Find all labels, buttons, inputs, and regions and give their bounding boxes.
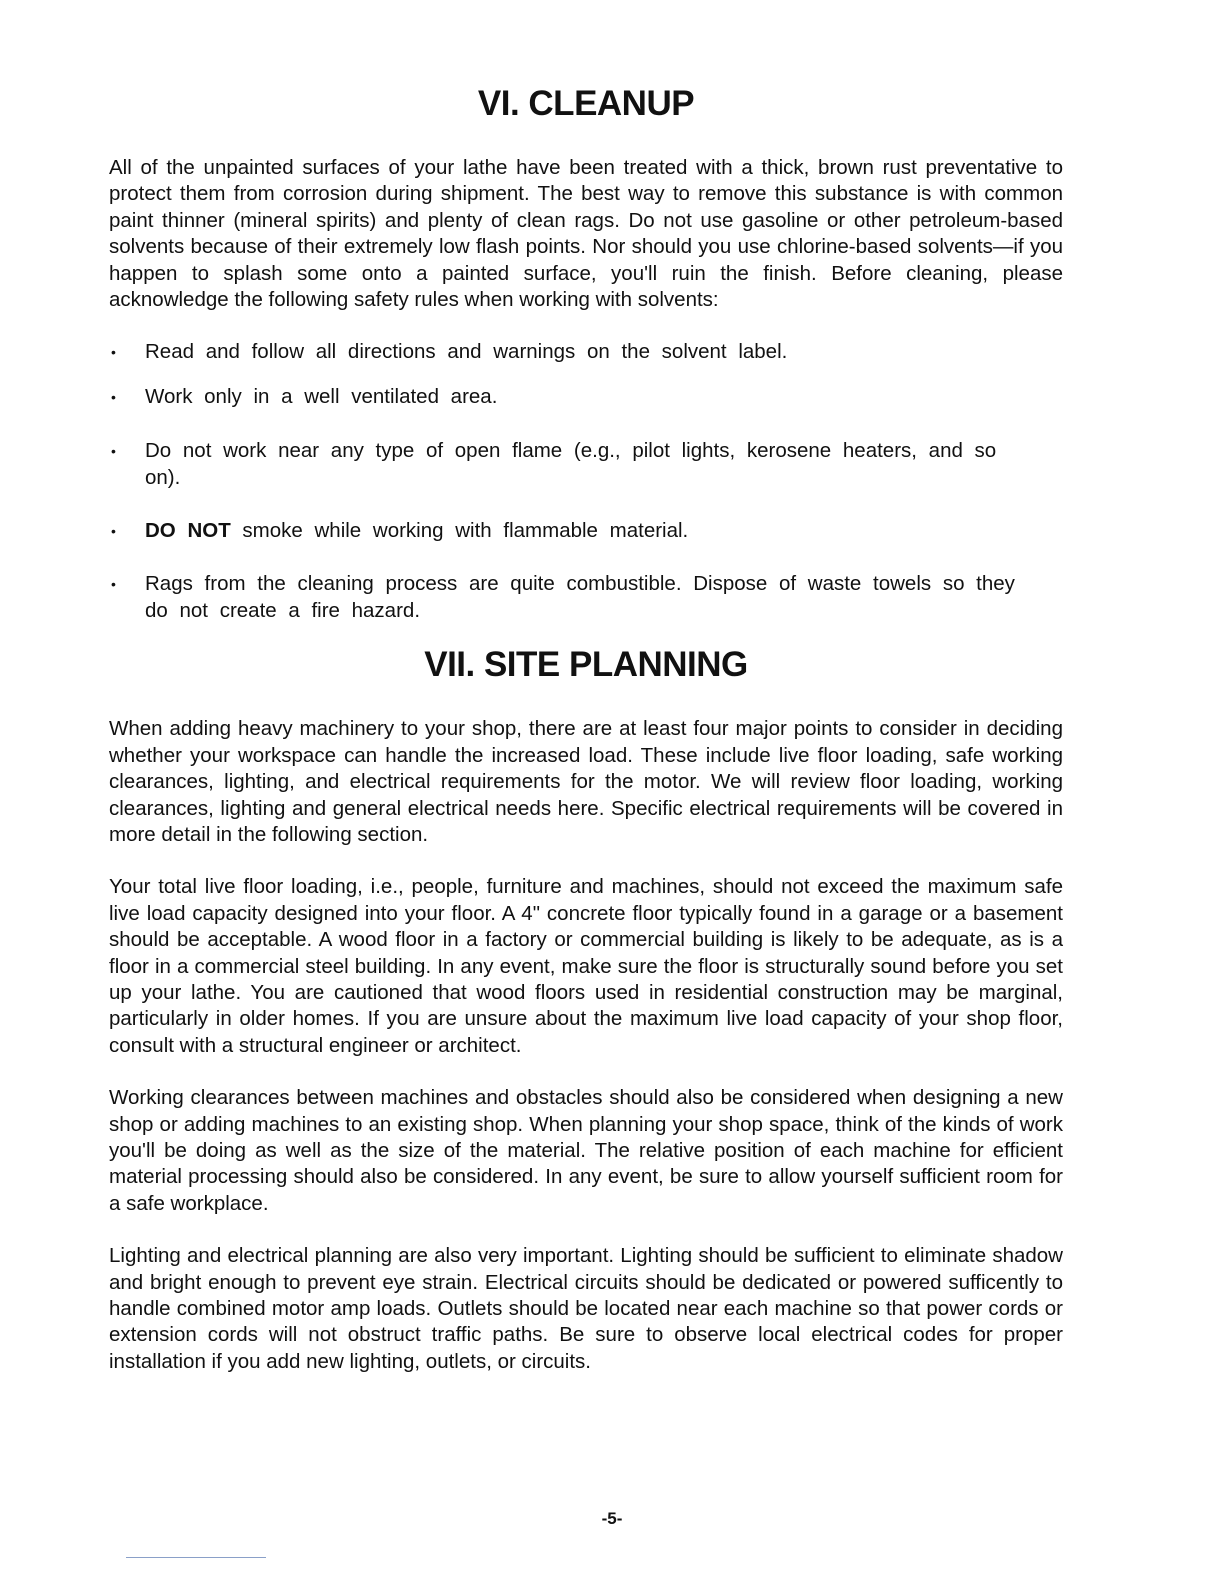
safety-rule-item bbox=[109, 571, 1063, 624]
cleanup-intro-paragraph: All of the unpainted surfaces of your lathe have been treated with a thick, brown rust preventative to protect them from corrosion during shipment. The best way to remove this substance is with common paint thinner (mineral spirits) and plenty of clean rags. Do not use gasoline or other petroleum-based solvents because of their extremely low flash points. Nor should you use chlorine-based solvents—if you happen to splash some onto a painted surface, you'll ruin the finish. Before cleaning, please acknowledge the following safety rules when working with solvents: bbox=[109, 156, 1063, 312]
site-planning-paragraph-lighting-electrical: Lighting and electrical planning are also very important. Lighting should be sufficient to eliminate shadow and bright enough to prevent eye strain. Electrical circuits should be dedicated or powered sufficently to handle combined motor amp loads. Outlets should be located near each machine so that power cords or extension cords will not obstruct traffic paths. Be sure to observe local electrical codes for proper installation if you add new lighting, outlets, or circuits. bbox=[109, 1244, 1063, 1373]
safety-rule-text: smoke while working with flammable material. bbox=[230, 519, 689, 543]
bullet-icon: • bbox=[111, 344, 116, 361]
safety-rule-text: Read and follow all directions and warnings on the solvent label. bbox=[145, 340, 788, 364]
site-planning-heading: VII. SITE PLANNING bbox=[424, 645, 748, 685]
safety-rule-text: Rags from the cleaning process are quite combustible. Dispose of waste towels so they do not create a fire hazard. bbox=[145, 572, 1015, 622]
manual-page bbox=[109, 80, 1063, 1375]
safety-rule-item bbox=[109, 384, 1063, 410]
safety-rule-text: Work only in a well ventilated area. bbox=[145, 384, 498, 408]
bullet-icon: • bbox=[111, 388, 116, 405]
solvent-safety-rules-list bbox=[109, 339, 1063, 624]
bullet-icon: • bbox=[111, 523, 116, 540]
footer-divider bbox=[126, 1557, 266, 1558]
site-planning-paragraph-floor-loading: Your total live floor loading, i.e., people, furniture and machines, should not exceed the maximum safe live load capacity designed into your floor. A 4" concrete floor typically found in a garage or a basement should be acceptable. A wood floor in a factory or commercial building is likely to be adequate, as is a floor in a commercial steel building. In any event, make sure the floor is structurally sound before you set up your lathe. You are cautioned that wood floors used in residential construction may be marginal, particularly in older homes. If you are unsure about the maximum live load capacity of your shop floor, consult with a structural engineer or architect. bbox=[109, 875, 1063, 1057]
cleanup-heading: VI. CLEANUP bbox=[477, 84, 695, 123]
safety-rule-item bbox=[109, 438, 1063, 491]
safety-rule-item bbox=[109, 339, 1063, 365]
bullet-icon: • bbox=[111, 443, 116, 460]
safety-rule-item bbox=[109, 518, 1063, 544]
bullet-icon: • bbox=[111, 576, 116, 593]
site-planning-paragraph-working-clearances: Working clearances between machines and obstacles should also be considered when designing a new shop or adding machines to an existing shop. When planning your shop space, think of the kinds of work you'll be doing as well as the size of the material. The relative position of each machine for efficient material processing should also be considered. In any event, be sure to allow yourself sufficient room for a safe workplace. bbox=[109, 1086, 1063, 1215]
safety-rule-text: Do not work near any type of open flame (e.g., pilot lights, kerosene heaters, and so on). bbox=[145, 439, 997, 489]
page-number: -5- bbox=[601, 1509, 623, 1528]
safety-rule-emphasis: DO NOT bbox=[145, 519, 231, 543]
site-planning-paragraph-overview: When adding heavy machinery to your shop, there are at least four major points to consider in deciding whether your workspace can handle the increased load. These include live floor loading, safe working clearances, lighting, and electrical requirements for the motor. We will review floor loading, working clearances, lighting and general electrical needs here. Specific electrical requirements will be covered in more detail in the following section. bbox=[109, 717, 1063, 846]
